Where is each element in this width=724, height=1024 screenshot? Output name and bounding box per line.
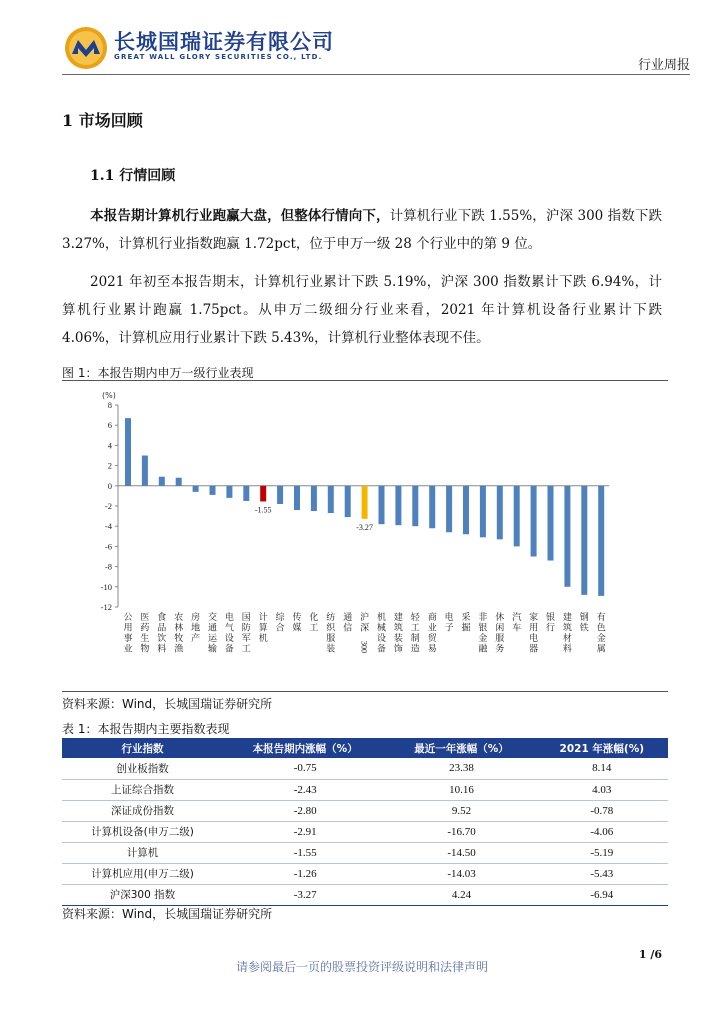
- x-tick-label: 电: [444, 613, 454, 623]
- x-tick-label: 军: [241, 634, 251, 644]
- x-tick-label: 物: [140, 644, 150, 655]
- x-tick-label: 务: [495, 644, 505, 655]
- chart-bar: [497, 486, 503, 540]
- x-tick-label: 业: [123, 644, 133, 655]
- x-tick-label: 织: [326, 623, 336, 634]
- x-tick-label: 料: [157, 644, 167, 655]
- chart-bar: [142, 456, 148, 486]
- table-cell: 上证综合指数: [62, 779, 223, 800]
- chart-bar: [379, 486, 385, 524]
- table-cell: -3.27: [223, 884, 388, 905]
- x-tick-label: 渔: [174, 644, 184, 655]
- y-tick-label: 8: [107, 400, 112, 410]
- table-cell: -1.26: [223, 863, 388, 884]
- x-tick-label: 300: [359, 641, 369, 653]
- y-tick-label: -12: [100, 602, 112, 612]
- table-cell: 深证成份指数: [62, 800, 223, 821]
- x-tick-label: 业: [427, 623, 437, 634]
- x-tick-label: 材: [562, 634, 572, 644]
- x-tick-label: 房: [191, 613, 201, 623]
- x-tick-label: 料: [562, 644, 572, 655]
- x-tick-label: 建: [393, 613, 403, 623]
- x-tick-label: 工: [410, 623, 420, 634]
- chart-bar: [598, 486, 604, 596]
- chart-bar: [480, 486, 486, 538]
- chart-bar: [362, 486, 368, 519]
- table-cell: 9.52: [387, 800, 535, 821]
- data-label: -1.55: [254, 505, 272, 515]
- x-tick-label: 事: [123, 634, 133, 644]
- index-performance-table: [62, 738, 668, 906]
- company-logo-icon: [64, 26, 108, 70]
- table-cell: 4.24: [387, 884, 535, 905]
- x-tick-label: 输: [207, 644, 218, 655]
- table-cell: -0.78: [536, 800, 668, 821]
- x-tick-label: 防: [241, 623, 251, 634]
- x-tick-label: 子: [444, 623, 454, 634]
- y-tick-label: 4: [107, 440, 112, 451]
- paragraph-2-text: 2021 年初至本报告期末，计算机行业累计下跌 5.19%，沪深 300 指数累计下跌 6.94%，计算机行业累计跑赢 1.75pct。从申万二级细分行业来看，2021 年计算机设备行业累计下跌 4.06%，计算机应用行业累计下跌 5.43%，计算机行业整体表现不佳。: [62, 274, 662, 346]
- chart-bar: [581, 486, 587, 595]
- x-tick-label: 采: [461, 613, 471, 623]
- x-tick-label: 媒: [292, 623, 302, 634]
- chart-bar: [125, 418, 131, 486]
- x-tick-label: 地: [191, 623, 201, 634]
- subsection-heading: 1.1 行情回顾: [90, 168, 176, 184]
- report-type: 行业周报: [637, 58, 690, 73]
- x-tick-label: 计: [258, 613, 268, 623]
- x-tick-label: 闲: [495, 623, 505, 634]
- y-tick-label: -6: [104, 541, 112, 552]
- x-tick-label: 筑: [562, 623, 572, 634]
- chart-bar: [159, 477, 165, 486]
- table-cell: -16.70: [387, 821, 535, 842]
- x-tick-label: 信: [343, 623, 353, 634]
- x-tick-label: 造: [410, 644, 420, 655]
- x-tick-label: 深: [360, 623, 370, 634]
- chart-bar: [548, 486, 554, 561]
- table-cell: -14.03: [387, 863, 535, 884]
- table-row: [62, 779, 668, 800]
- x-tick-label: 纺: [326, 613, 336, 623]
- x-tick-label: 算: [258, 623, 268, 634]
- chart-bar: [564, 486, 570, 587]
- chart-bar: [429, 486, 435, 528]
- table-header-row: [62, 738, 668, 758]
- table-cell: -14.50: [387, 842, 535, 863]
- x-tick-label: 生: [140, 634, 150, 644]
- x-tick-label: 机: [258, 634, 268, 644]
- paragraph-1-bold: 本报告期计算机行业跑赢大盘，但整体行情向下，: [90, 208, 390, 224]
- table-row: [62, 758, 668, 779]
- chart-bar: [294, 486, 300, 510]
- table-header-cell: 行业指数: [62, 738, 223, 758]
- x-tick-label: 车: [512, 623, 522, 634]
- x-tick-label: 服: [495, 634, 505, 644]
- x-tick-label: 综: [275, 613, 285, 623]
- table-row: [62, 800, 668, 821]
- chart-bar: [243, 486, 249, 501]
- x-tick-label: 贸: [427, 634, 437, 644]
- x-tick-label: 汽: [512, 613, 522, 623]
- chart-bar: [446, 486, 452, 532]
- chart-bar: [328, 486, 334, 513]
- table-cell: 4.03: [536, 779, 668, 800]
- x-tick-label: 械: [376, 623, 387, 634]
- x-tick-label: 用: [123, 623, 133, 634]
- x-tick-label: 食: [157, 613, 167, 623]
- y-tick-label: -10: [100, 581, 112, 592]
- x-tick-label: 色: [596, 623, 606, 634]
- x-tick-label: 服: [326, 634, 336, 644]
- table-header-cell: 本报告期内涨幅（%）: [223, 738, 388, 758]
- x-tick-label: 掘: [461, 623, 471, 634]
- paragraph-1-text: 计算机行业下跌 1.55%，沪深 300 指数下跌 3.27%，计算机行业指数跑赢 1.72pct，位于申万一级 28 个行业中的第 9 位。: [62, 208, 663, 252]
- table-cell: 计算机应用(申万二级): [62, 863, 223, 884]
- company-name-cn: 长城国瑞证券有限公司: [114, 30, 334, 54]
- table-title: 表 1：本报告期内主要指数表现: [62, 722, 230, 736]
- chart-bar: [412, 486, 418, 526]
- chart-bar: [311, 486, 317, 511]
- x-tick-label: 传: [292, 613, 302, 623]
- x-tick-label: 金: [478, 634, 488, 644]
- x-tick-label: 饰: [393, 644, 403, 655]
- table-cell: 计算机: [62, 842, 223, 863]
- x-tick-label: 品: [157, 623, 167, 634]
- x-tick-label: 沪: [360, 613, 370, 623]
- table-cell: -2.91: [223, 821, 388, 842]
- x-tick-label: 交: [207, 613, 218, 623]
- x-tick-label: 铁: [579, 623, 589, 634]
- x-tick-label: 金: [596, 634, 606, 644]
- x-tick-label: 国: [241, 613, 251, 623]
- table-header-cell: 2021 年涨幅(%): [536, 738, 668, 758]
- y-tick-label: -4: [104, 521, 112, 532]
- table-row: [62, 863, 668, 884]
- chart-bar: [463, 486, 469, 534]
- x-tick-label: 非: [478, 613, 488, 623]
- paragraph-1: [62, 202, 662, 258]
- x-tick-label: 通: [207, 623, 218, 634]
- y-tick-label: 0: [107, 480, 112, 491]
- x-tick-label: 牧: [174, 634, 184, 644]
- chart-bar: [226, 486, 232, 498]
- x-tick-label: 商: [427, 613, 437, 623]
- x-tick-label: 电: [529, 634, 539, 644]
- table-cell: 8.14: [536, 758, 668, 779]
- x-tick-label: 属: [596, 644, 606, 655]
- table-cell: -0.75: [223, 758, 388, 779]
- chart-bar: [531, 486, 537, 557]
- table-row: [62, 884, 668, 905]
- table-cell: 沪深300 指数: [62, 884, 223, 905]
- x-tick-label: 用: [529, 623, 539, 634]
- chart-bar: [260, 486, 266, 502]
- paragraph-2: [62, 268, 662, 352]
- x-tick-label: 电: [224, 613, 234, 623]
- chart-bar: [193, 486, 199, 492]
- company-name-en: GREAT WALL GLORY SECURITIES CO., LTD.: [114, 53, 323, 61]
- x-tick-label: 药: [140, 623, 150, 634]
- x-tick-label: 行: [545, 623, 556, 634]
- x-tick-label: 银: [545, 613, 556, 623]
- y-tick-label: 2: [107, 460, 112, 471]
- x-tick-label: 备: [376, 644, 387, 655]
- table-cell: -2.80: [223, 800, 388, 821]
- figure-source: 资料来源：Wind，长城国瑞证券研究所: [62, 697, 273, 711]
- table-cell: 计算机设备(申万二级): [62, 821, 223, 842]
- x-tick-label: 装: [393, 634, 403, 644]
- y-tick-label: 6: [107, 420, 112, 431]
- x-tick-label: 产: [191, 634, 201, 644]
- x-tick-label: 化: [309, 613, 319, 623]
- table-cell: -4.06: [536, 821, 668, 842]
- chart-bar: [176, 478, 182, 486]
- x-tick-label: 公: [123, 613, 133, 623]
- x-tick-label: 轻: [410, 613, 420, 623]
- chart-bar: [277, 486, 283, 504]
- table-row: [62, 821, 668, 842]
- x-tick-label: 筑: [393, 623, 403, 634]
- industry-performance-chart: [62, 385, 668, 687]
- data-label: -3.27: [356, 522, 373, 532]
- footer-disclaimer: 请参阅最后一页的股票投资评级说明和法律声明: [235, 960, 488, 974]
- y-axis-label: (%): [102, 391, 116, 400]
- x-tick-label: 银: [478, 623, 488, 634]
- chart-bar: [395, 486, 401, 525]
- x-tick-label: 融: [478, 644, 488, 655]
- figure-title: 图 1：本报告期内申万一级行业表现: [62, 366, 254, 380]
- x-tick-label: 合: [275, 623, 285, 634]
- report-header: [62, 22, 690, 74]
- figure-top-divider: [62, 380, 668, 381]
- x-tick-label: 易: [427, 644, 437, 655]
- chart-bar: [210, 486, 216, 495]
- x-tick-label: 钢: [579, 613, 589, 623]
- x-tick-label: 林: [174, 623, 184, 634]
- table-header-cell: 最近一年涨幅（%）: [387, 738, 535, 758]
- x-tick-label: 家: [529, 613, 539, 623]
- table-cell: -2.43: [223, 779, 388, 800]
- x-tick-label: 工: [241, 644, 251, 655]
- y-tick-label: -2: [104, 501, 112, 511]
- chart-bar: [514, 486, 520, 547]
- table-cell: -5.43: [536, 863, 668, 884]
- y-tick-label: -8: [104, 561, 112, 572]
- x-tick-label: 制: [410, 634, 420, 644]
- table-cell: -6.94: [536, 884, 668, 905]
- x-tick-label: 装: [326, 644, 336, 655]
- x-tick-label: 通: [343, 613, 353, 623]
- x-tick-label: 建: [562, 613, 572, 623]
- x-tick-label: 运: [207, 634, 218, 644]
- table-cell: -1.55: [223, 842, 388, 863]
- header-divider: [62, 74, 690, 75]
- x-tick-label: 休: [495, 613, 505, 623]
- x-tick-label: 设: [224, 634, 234, 644]
- table-cell: -5.19: [536, 842, 668, 863]
- x-tick-label: 机: [376, 613, 387, 623]
- x-tick-label: 饮: [157, 634, 167, 644]
- x-tick-label: 器: [529, 644, 539, 655]
- chart-bar: [345, 486, 351, 517]
- x-tick-label: 农: [174, 613, 184, 623]
- page-number: 1 /6: [638, 948, 662, 961]
- section-heading: 1 市场回顾: [62, 111, 143, 130]
- table-cell: 创业板指数: [62, 758, 223, 779]
- x-tick-label: 工: [309, 623, 319, 634]
- x-tick-label: 备: [224, 644, 234, 655]
- x-tick-label: 气: [224, 623, 234, 634]
- figure-bottom-divider: [62, 691, 668, 692]
- x-tick-label: 有: [596, 613, 606, 623]
- table-cell: 23.38: [387, 758, 535, 779]
- x-tick-label: 设: [376, 634, 387, 644]
- table-row: [62, 842, 668, 863]
- table-source: 资料来源：Wind，长城国瑞证券研究所: [62, 907, 273, 921]
- x-tick-label: 医: [140, 613, 150, 623]
- table-cell: 10.16: [387, 779, 535, 800]
